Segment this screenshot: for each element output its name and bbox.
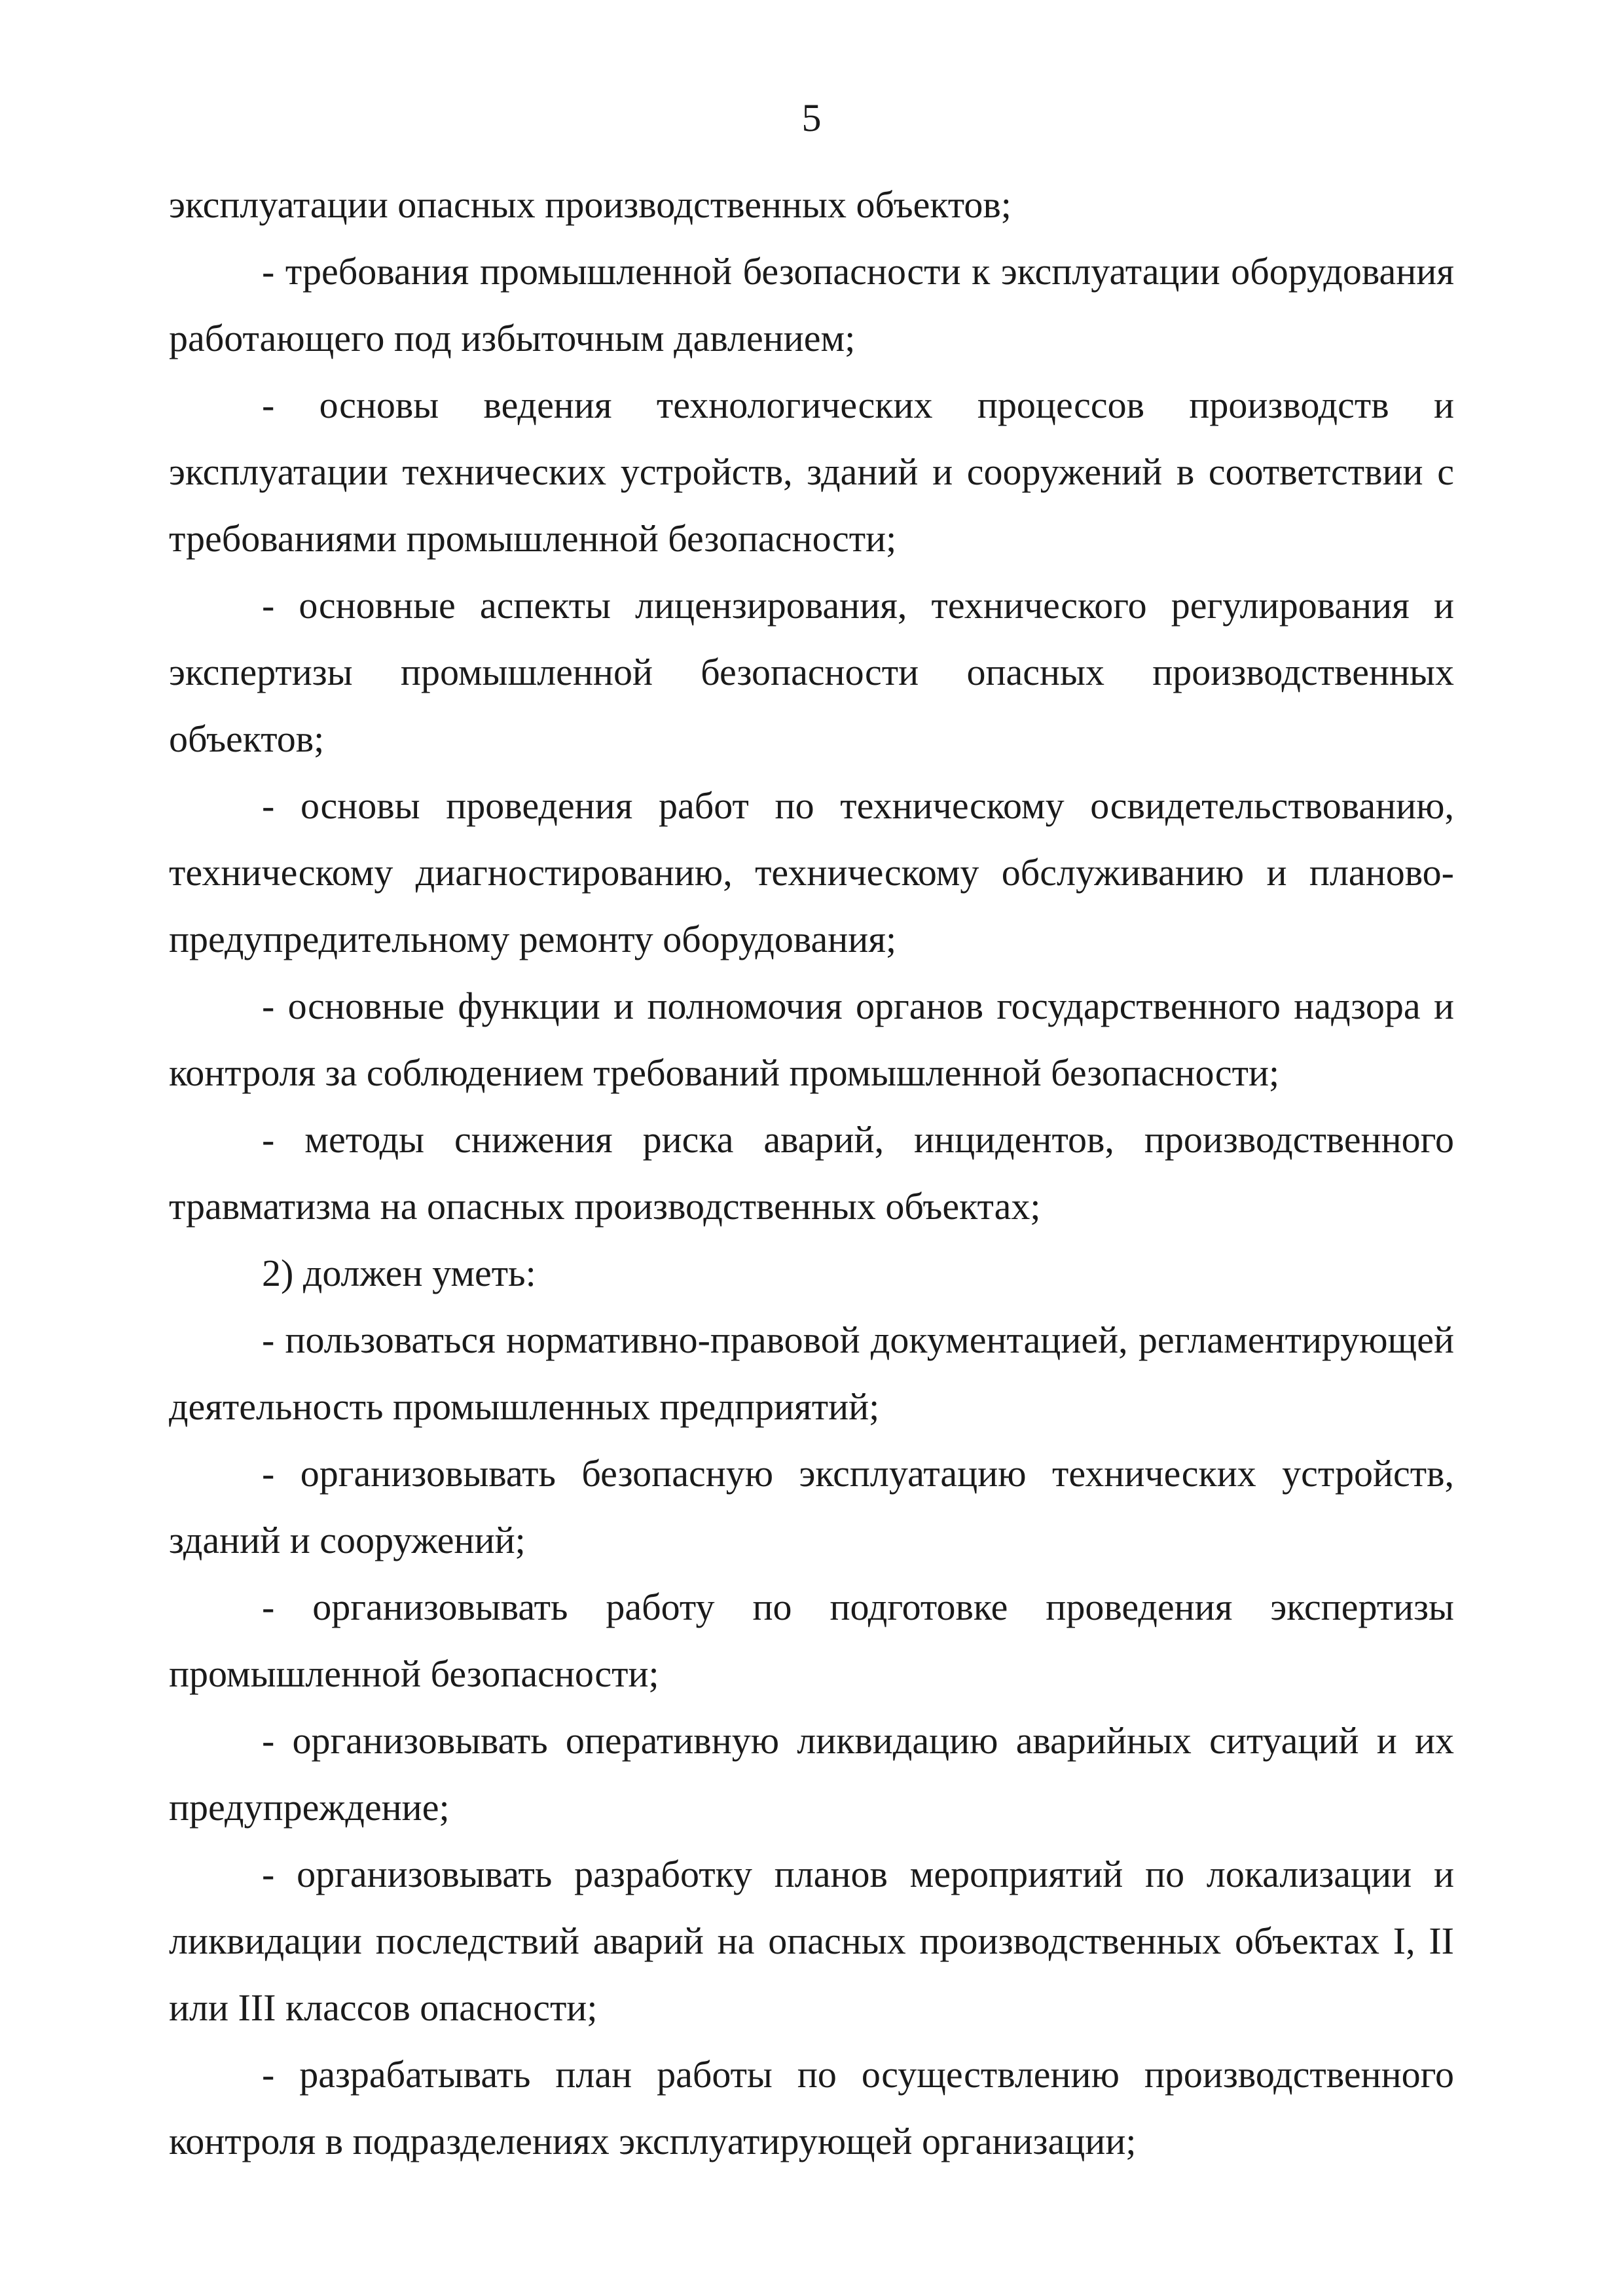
list-item: - требования промышленной безопасности к эксплуатации оборудования работающего под избыточным давлением; (169, 250, 1454, 359)
list-item: - организовывать работу по подготовке проведения экспертизы промышленной безопасности; (169, 1586, 1454, 1695)
document-body (169, 172, 1454, 2175)
list-item: - основы ведения технологических процессов производств и эксплуатации технических устройств, зданий и сооружений в соответствии с требованиями промышленной безопасности; (169, 384, 1454, 560)
list-item: - основные аспекты лицензирования, технического регулирования и экспертизы промышленной безопасности опасных производственных объектов; (169, 584, 1454, 760)
list-item: - организовывать оперативную ликвидацию аварийных ситуаций и их предупреждение; (169, 1719, 1454, 1829)
page-number: 5 (801, 96, 822, 139)
section-heading-must-be-able: 2) должен уметь: (262, 1252, 536, 1294)
list-item: - основные функции и полномочия органов государственного надзора и контроля за соблюдением требований промышленной безопасности; (169, 985, 1454, 1094)
list-item: - организовывать разработку планов мероприятий по локализации и ликвидации последствий аварий на опасных производственных объектах I, II или III классов опасности; (169, 1853, 1454, 2029)
list-item: - методы снижения риска аварий, инцидентов, производственного травматизма на опасных производственных объектах; (169, 1118, 1454, 1228)
list-item: - пользоваться нормативно-правовой документацией, регламентирующей деятельность промышленных предприятий; (169, 1319, 1454, 1428)
list-item: - организовывать безопасную эксплуатацию технических устройств, зданий и сооружений; (169, 1452, 1454, 1561)
list-item: - основы проведения работ по техническому освидетельствованию, техническому диагностированию, техническому обслуживанию и планово-предупредительному ремонту оборудования; (169, 784, 1454, 960)
list-item: - разрабатывать план работы по осуществлению производственного контроля в подразделениях эксплуатирующей организации; (169, 2053, 1454, 2162)
paragraph-continuation: эксплуатации опасных производственных объектов; (169, 183, 1012, 226)
